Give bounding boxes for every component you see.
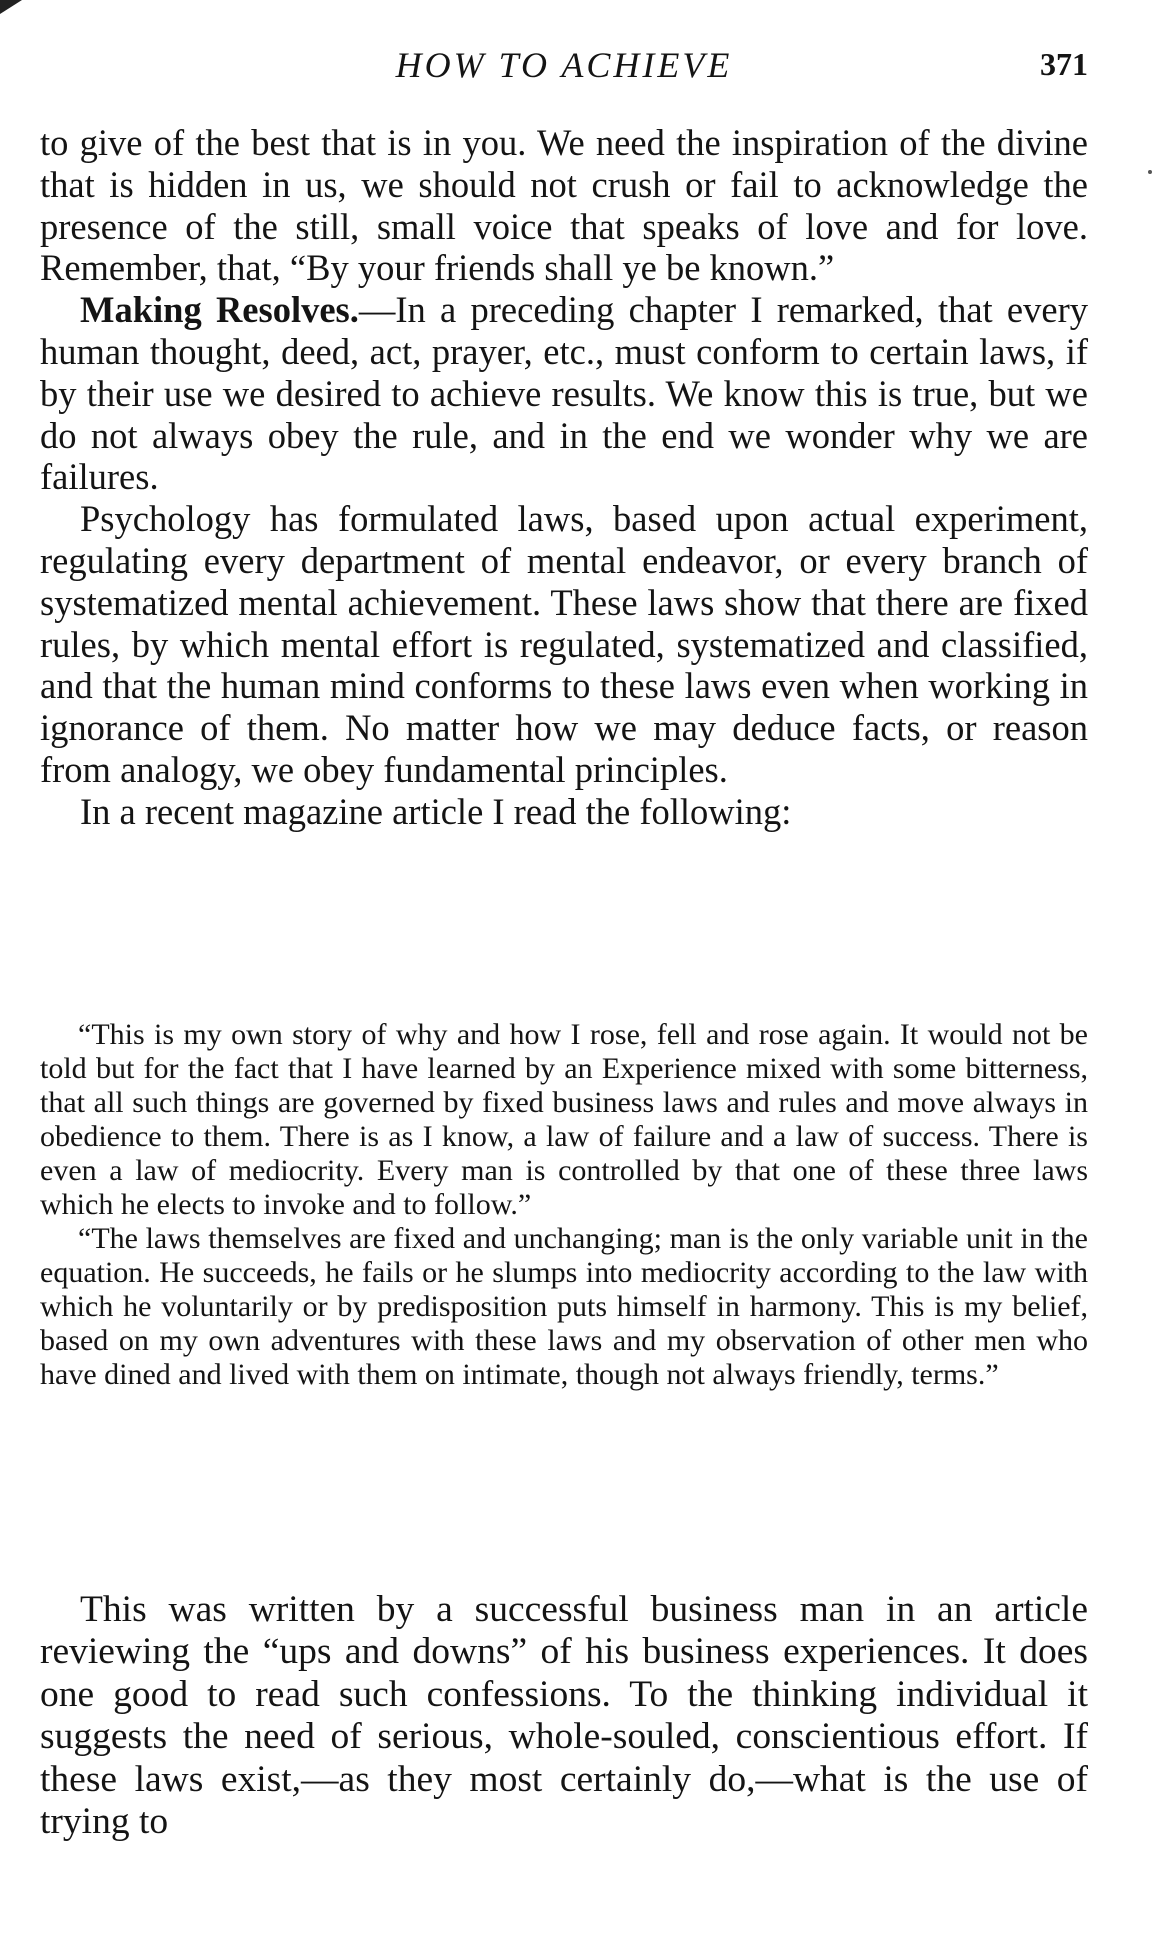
quote-paragraph-1: “This is my own story of why and how I rose, fell and rose again. It would not be told but for the fact that I have learned by an Experience mixed with some bitterness, that all such things are governed by fixed business laws and rules and move always in obedience to them. There is as I know, a law of failure and a law of success. There is even a law of mediocrity. Every man is controlled by that one of these three laws which he elects to invoke and to follow.” bbox=[40, 1018, 1088, 1221]
quote-paragraph-2: “The laws themselves are fixed and unchanging; man is the only variable unit in the equation. He succeeds, he fails or he slumps into mediocrity according to the law with which he voluntarily or by predisposition puts himself in harmony. This is my belief, based on my own adventures with these laws and my observation of other men who have dined and lived with them on intimate, though not always friendly, terms.” bbox=[40, 1222, 1088, 1391]
page-header bbox=[40, 40, 1088, 90]
paragraph-making-resolves bbox=[40, 289, 1088, 498]
paragraph-magazine-intro: In a recent magazine article I read the following: bbox=[80, 790, 792, 832]
main-text bbox=[40, 122, 1088, 833]
block-quote bbox=[40, 1018, 1088, 1392]
running-head: HOW TO ACHIEVE bbox=[395, 45, 733, 85]
page-number: 371 bbox=[1040, 46, 1088, 82]
scan-corner-mark bbox=[0, 0, 22, 14]
paragraph-closing: This was written by a successful business man in an article reviewing the “ups and downs” of his business experiences. It does one good to read such confessions. To the thinking individual it suggests the need of serious, whole-souled, conscientious effort. If these laws exist,—as they most certainly do,—what is the use of trying to bbox=[40, 1589, 1088, 1843]
paragraph-making-resolves-text: —In a preceding chapter I remarked, that every human thought, deed, act, prayer, etc., must conform to certain laws, if by their use we desired to achieve results. We know this is true, but we do not always obey the rule, and in the end we wonder why we are failures. bbox=[40, 289, 1088, 498]
paragraph-psychology: Psychology has formulated laws, based upon actual experiment, regulating every department of mental endeavor, or every branch of systematized mental achievement. These laws show that there are fixed rules, by which mental effort is regulated, systematized and classified, and that the human mind conforms to these laws even when working in ignorance of them. No matter how we may deduce facts, or reason from analogy, we obey fundamental principles. bbox=[40, 498, 1088, 790]
section-run-in-heading: Making Resolves. bbox=[80, 289, 359, 331]
paragraph-continued: to give of the best that is in you. We need the inspiration of the divine that is hidden in us, we should not crush or fail to acknowledge the presence of the still, small voice that speaks of love and for love. Remember, that, “By your friends shall ye be known.” bbox=[40, 122, 1088, 289]
closing-text bbox=[40, 1589, 1088, 1843]
margin-speck bbox=[1148, 170, 1152, 174]
